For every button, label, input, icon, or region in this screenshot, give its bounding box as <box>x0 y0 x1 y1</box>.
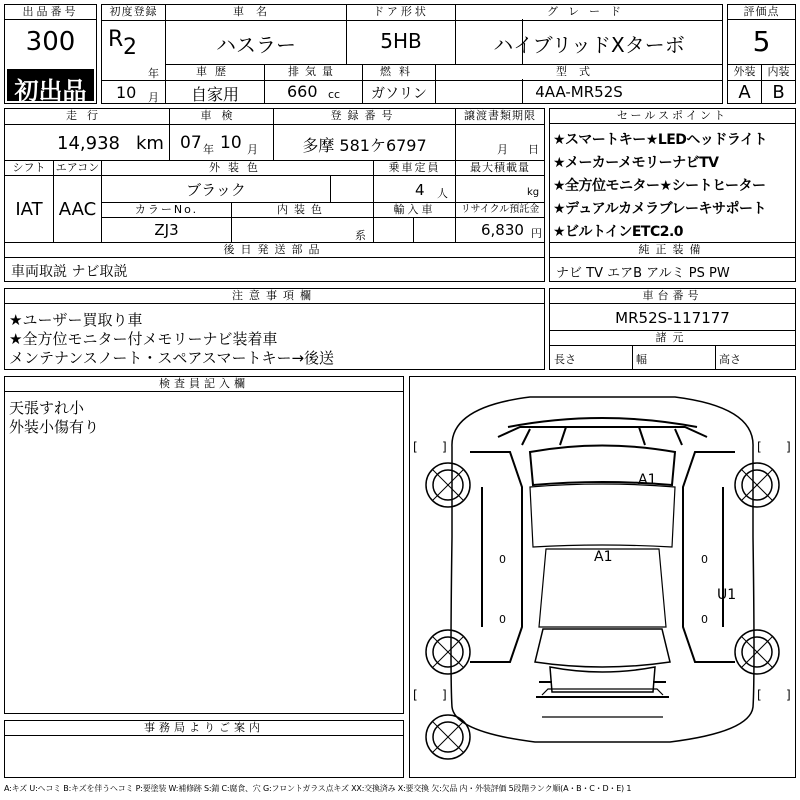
later: 車両取説 ナビ取説 <box>11 264 128 280</box>
first-listing-text: 初出品 <box>14 77 87 105</box>
reg-month: 10 <box>116 83 137 102</box>
later-label: 後日発送部品 <box>5 243 544 257</box>
notes-line-3: メンテナンスノート・スペアスマートキー→後送 <box>9 349 335 367</box>
history: 自家用 <box>190 85 239 104</box>
car-name: ハスラー <box>216 33 296 57</box>
chassis-box <box>549 288 796 370</box>
header-grid <box>101 4 723 104</box>
month-unit: 月 <box>148 91 159 104</box>
zero-mark-2: 0 <box>499 613 506 626</box>
transfer-label: 譲渡書類期限 <box>456 109 544 123</box>
colorno-label: カラーNo. <box>102 203 231 217</box>
score: 5 <box>752 25 771 58</box>
ac-label: エアコン <box>55 161 100 174</box>
model: 4AA-MR52S <box>535 83 623 101</box>
door-label: ドア形状 <box>347 5 455 19</box>
lot-label: 出品番号 <box>5 5 96 20</box>
disp-label: 排気量 <box>265 65 362 79</box>
svg-text:[: [ <box>757 688 762 702</box>
office-box <box>4 720 404 778</box>
inspector-box <box>4 376 404 714</box>
color-label: 外装色 <box>102 161 373 175</box>
height-label: 高さ <box>719 353 741 366</box>
damage-mark-1: A1 <box>638 472 657 488</box>
svg-text:]: ] <box>786 688 791 702</box>
int-grade: B <box>772 82 785 103</box>
plate-label: 登録番号 <box>274 109 455 123</box>
disp: 660 <box>287 82 318 101</box>
length-label: 長さ <box>554 353 576 366</box>
car-diagram-box <box>409 376 796 778</box>
notes-box <box>4 288 545 370</box>
door: 5HB <box>380 29 422 53</box>
car-diagram <box>410 377 795 777</box>
score-box <box>727 4 796 104</box>
sales-points-box <box>549 108 796 282</box>
colorno: ZJ3 <box>154 221 179 239</box>
plate: 多摩 581ケ6797 <box>302 136 427 155</box>
equipment: ナビ TV エアB アルミ PS PW <box>556 266 730 281</box>
inspector-label: 検査員記入欄 <box>5 377 403 392</box>
ext-grade: A <box>738 82 751 103</box>
mileage-unit: km <box>136 133 164 154</box>
inspector-line-1: 天張すれ小 <box>9 399 85 417</box>
shift-label: シフト <box>5 161 53 175</box>
office-label: 事務局よりご案内 <box>5 721 403 736</box>
legend: A:キズ U:ヘコミ B:キズを伴うヘコミ P:要塗装 W:補修跡 S:錆 C:腐食、穴 G:フロントガラス点キズ XX:交換済み X:要交換 欠:欠品 内・外装評価 5段階ランク順(A・B・C・D・E) 1 <box>4 784 632 793</box>
chassis-number: MR52S-117177 <box>615 309 730 327</box>
sales-line-4: ★デュアルカメラブレーキサポート <box>553 201 767 217</box>
color: ブラック <box>186 181 246 199</box>
interior-unit: 系 <box>355 229 366 242</box>
sales-label: セールスポイント <box>550 109 795 124</box>
insp-month-unit: 月 <box>247 143 258 156</box>
transfer-month: 月 <box>497 143 508 156</box>
mileage-label: 走行 <box>5 109 169 123</box>
recycle: 6,830 <box>481 221 524 239</box>
grade: ハイブリッドXターボ <box>493 33 685 57</box>
fuel-label: 燃料 <box>363 65 435 79</box>
damage-mark-3: U1 <box>717 587 737 603</box>
svg-text:[: [ <box>413 440 418 454</box>
svg-text:[: [ <box>757 440 762 454</box>
load-unit: kg <box>527 187 540 198</box>
grade-label: グレード <box>456 5 722 19</box>
lot-box <box>4 4 97 104</box>
ext-label: 外装 <box>728 65 761 79</box>
sales-line-3: ★全方位モニター★シートヒーター <box>553 178 766 194</box>
chassis-label: 車台番号 <box>550 289 795 304</box>
capacity: 4 <box>415 181 425 199</box>
svg-text:]: ] <box>442 440 447 454</box>
notes-label: 注意事項欄 <box>5 289 544 304</box>
recycle-label: リサイクル預託金 <box>456 203 544 217</box>
inspection-label: 車検 <box>170 109 273 123</box>
shift: IAT <box>15 199 43 220</box>
sales-line-2: ★メーカーメモリーナビTV <box>553 155 719 171</box>
int-label: 内装 <box>762 65 795 79</box>
specs-label: 諸元 <box>550 331 795 345</box>
ac: AAC <box>58 199 97 220</box>
score-label: 評価点 <box>728 5 795 20</box>
insp-year-unit: 年 <box>203 143 214 156</box>
capacity-label: 乗車定員 <box>374 161 455 175</box>
transfer-day: 日 <box>528 143 539 156</box>
load-label: 最大積載量 <box>456 161 544 175</box>
lot-number: 300 <box>25 27 76 57</box>
notes-line-2: ★全方位モニター付メモリーナビ装着車 <box>9 330 278 348</box>
svg-text:]: ] <box>442 688 447 702</box>
reg-label: 初度登録 <box>102 5 165 19</box>
zero-mark-4: 0 <box>701 613 708 626</box>
svg-text:[: [ <box>413 688 418 702</box>
insp-month: 10 <box>220 133 242 153</box>
fuel: ガソリン <box>371 86 427 102</box>
vehicle-detail-grid <box>4 108 545 282</box>
damage-mark-2: A1 <box>594 549 613 565</box>
notes-line-1: ★ユーザー買取り車 <box>9 311 143 329</box>
inspector-line-2: 外装小傷有り <box>9 418 100 436</box>
history-label: 車歴 <box>166 65 264 79</box>
name-label: 車名 <box>166 5 346 19</box>
sales-line-1: ★スマートキー★LEDヘッドライト <box>553 132 768 148</box>
era: R <box>108 27 124 52</box>
sales-line-5: ★ビルトインETC2.0 <box>553 224 684 240</box>
mileage: 14,938 <box>57 133 120 154</box>
year-unit: 年 <box>148 67 159 80</box>
equipment-label: 純正装備 <box>550 243 795 257</box>
width-label: 幅 <box>636 353 647 366</box>
disp-unit: cc <box>328 88 341 101</box>
zero-mark-1: 0 <box>499 553 506 566</box>
model-label: 型式 <box>436 65 722 79</box>
capacity-unit: 人 <box>437 187 448 200</box>
import-label: 輸入車 <box>374 203 455 217</box>
zero-mark-3: 0 <box>701 553 708 566</box>
interior-label: 内装色 <box>232 203 373 217</box>
insp-year: 07 <box>180 133 202 153</box>
reg-year: 2 <box>123 35 137 60</box>
recycle-unit: 円 <box>531 227 542 240</box>
svg-text:]: ] <box>786 440 791 454</box>
